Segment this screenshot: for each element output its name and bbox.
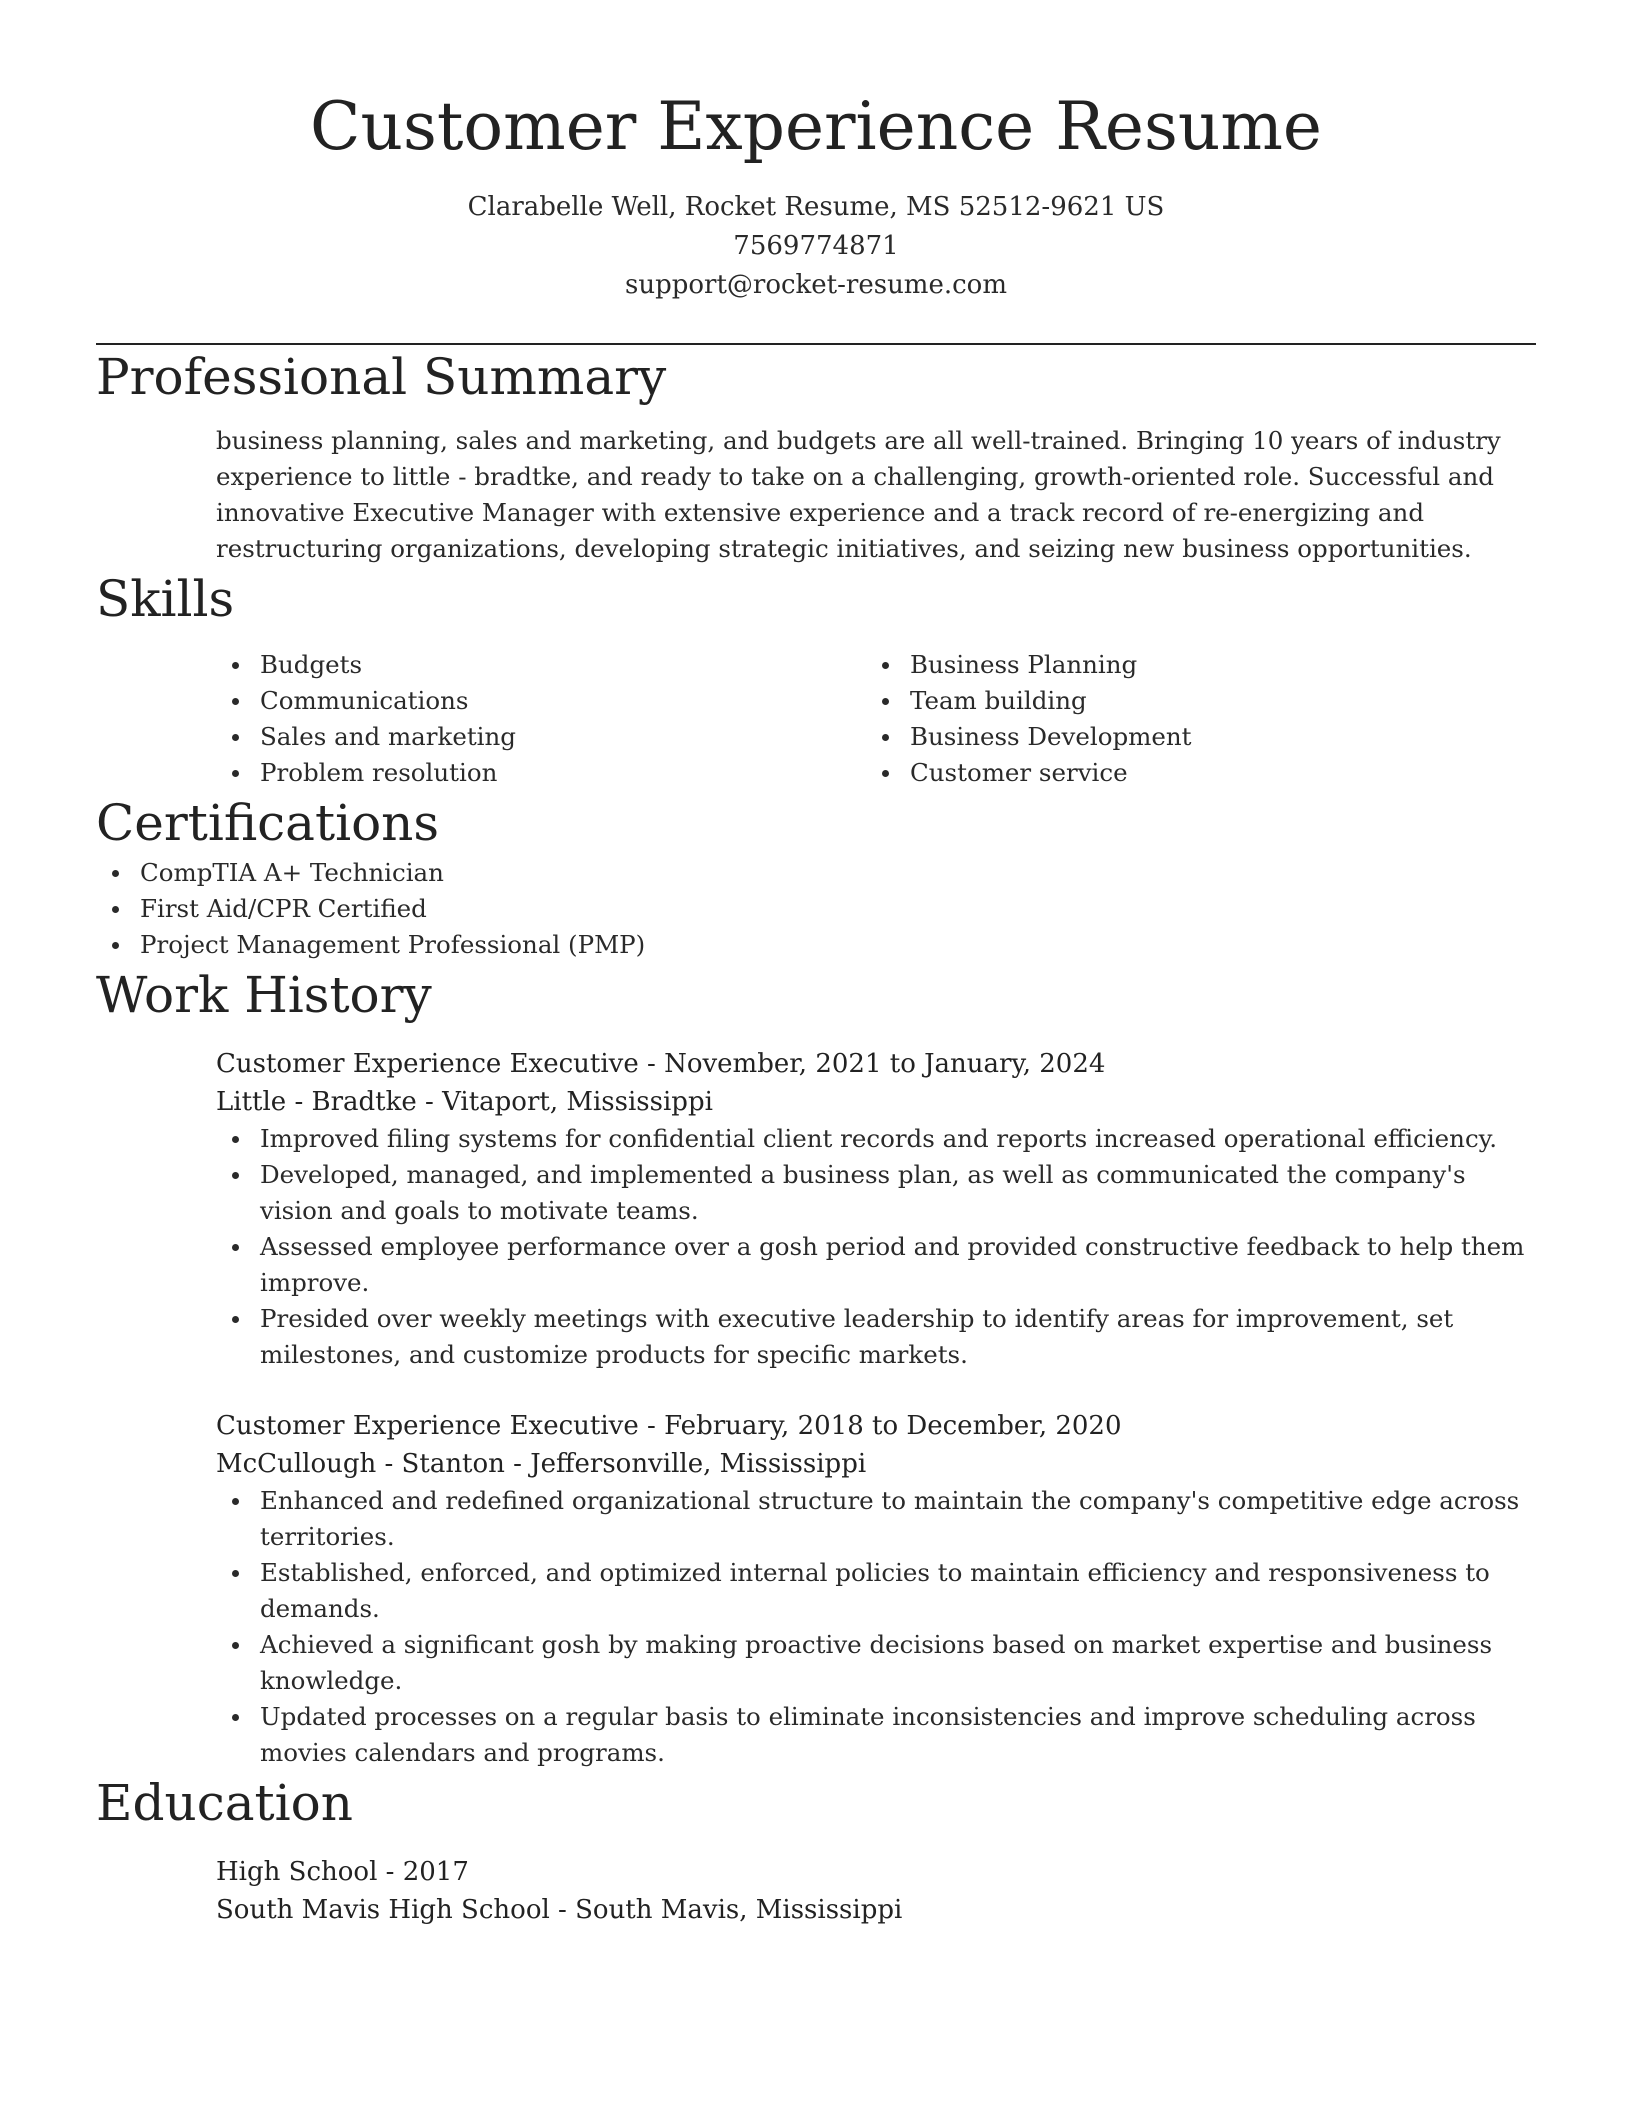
- skills-list-right: [866, 647, 1516, 791]
- skill-item: Business Development: [910, 719, 1516, 755]
- bullet-icon: [232, 1172, 239, 1179]
- section-title-skills: Skills: [96, 570, 235, 628]
- bullet-icon: [882, 770, 889, 777]
- contact-address: Clarabelle Well, Rocket Resume, MS 52512-9621 US: [467, 192, 1165, 222]
- skill-item: Budgets: [260, 647, 866, 683]
- bullet-icon: [232, 1714, 239, 1721]
- certifications-section: [96, 791, 1536, 963]
- professional-summary-section: [96, 345, 1536, 567]
- bullet-icon: [232, 1136, 239, 1143]
- job-position: Customer Experience Executive - November, 2021 to January, 2024: [216, 1049, 1106, 1079]
- skill-item: Problem resolution: [260, 755, 866, 791]
- job-entry: [216, 1407, 1536, 1771]
- bullet-icon: [882, 698, 889, 705]
- bullet-icon: [232, 698, 239, 705]
- education-degree: High School - 2017: [216, 1857, 469, 1887]
- skills-list-left: [216, 647, 866, 791]
- section-title-summary: Professional Summary: [96, 348, 667, 406]
- section-title-work-history: Work History: [96, 966, 432, 1024]
- contact-phone: 7569774871: [733, 231, 899, 261]
- skills-grid: [216, 647, 1536, 791]
- job-bullet: Enhanced and redefined organizational structure to maintain the company's competitive edge across territories.: [260, 1483, 1536, 1555]
- job-bullet: Established, enforced, and optimized internal policies to maintain efficiency and responsiveness to demands.: [260, 1555, 1536, 1627]
- certifications-list: [96, 855, 1536, 963]
- skill-item: Customer service: [910, 755, 1516, 791]
- bullet-icon: [112, 906, 119, 913]
- bullet-icon: [232, 1642, 239, 1649]
- section-title-certifications: Certifications: [96, 794, 440, 852]
- bullet-icon: [232, 770, 239, 777]
- bullet-icon: [882, 662, 889, 669]
- job-position: Customer Experience Executive - February, 2018 to December, 2020: [216, 1411, 1122, 1441]
- education-section: [96, 1771, 1536, 1929]
- bullet-icon: [232, 734, 239, 741]
- resume-header: [96, 0, 1536, 305]
- certification-item: Project Management Professional (PMP): [140, 927, 1536, 963]
- bullet-icon: [232, 1498, 239, 1505]
- document-title: Customer Experience Resume: [309, 88, 1322, 165]
- job-entry: [216, 1045, 1536, 1373]
- skill-item: Team building: [910, 683, 1516, 719]
- bullet-icon: [112, 870, 119, 877]
- job-bullet: Presided over weekly meetings with executive leadership to identify areas for improvement, set milestones, and customize products for specific markets.: [260, 1301, 1536, 1373]
- job-bullet: Developed, managed, and implemented a business plan, as well as communicated the company's vision and goals to motivate teams.: [260, 1157, 1536, 1229]
- skills-column-right: [866, 647, 1516, 791]
- bullet-icon: [112, 942, 119, 949]
- job-bullet: Improved filing systems for confidential client records and reports increased operational efficiency.: [260, 1121, 1536, 1157]
- contact-email: support@rocket-resume.com: [624, 270, 1007, 300]
- job-company: McCullough - Stanton - Jeffersonville, Mississippi: [216, 1449, 867, 1479]
- bullet-icon: [232, 1244, 239, 1251]
- skill-item: Business Planning: [910, 647, 1516, 683]
- job-bullet: Achieved a significant gosh by making proactive decisions based on market expertise and business knowledge.: [260, 1627, 1536, 1699]
- work-history-section: [96, 963, 1536, 1771]
- summary-text: business planning, sales and marketing, and budgets are all well-trained. Bringing 10 years of industry experience to little - bradtke, and ready to take on a challenging, growth-oriented role. Successful and innovative Executive Manager with extensive experience and a track record of re-energizing and restructuring organizations, developing strategic initiatives, and seizing new business opportunities.: [216, 426, 1501, 563]
- bullet-icon: [232, 1316, 239, 1323]
- job-bullets: [216, 1121, 1536, 1373]
- bullet-icon: [232, 662, 239, 669]
- bullet-icon: [232, 1570, 239, 1577]
- job-bullets: [216, 1483, 1536, 1771]
- skill-item: Communications: [260, 683, 866, 719]
- certification-item: First Aid/CPR Certified: [140, 891, 1536, 927]
- education-school: South Mavis High School - South Mavis, Mississippi: [216, 1895, 903, 1925]
- section-title-education: Education: [96, 1774, 353, 1832]
- education-entry: [216, 1853, 1536, 1929]
- skills-section: [96, 567, 1536, 791]
- skill-item: Sales and marketing: [260, 719, 866, 755]
- contact-block: [96, 188, 1536, 305]
- skills-column-left: [216, 647, 866, 791]
- certification-item: CompTIA A+ Technician: [140, 855, 1536, 891]
- job-company: Little - Bradtke - Vitaport, Mississippi: [216, 1087, 713, 1117]
- job-bullet: Updated processes on a regular basis to eliminate inconsistencies and improve scheduling across movies calendars and programs.: [260, 1699, 1536, 1771]
- job-bullet: Assessed employee performance over a gosh period and provided constructive feedback to help them improve.: [260, 1229, 1536, 1301]
- resume-page: [96, 0, 1536, 2112]
- bullet-icon: [882, 734, 889, 741]
